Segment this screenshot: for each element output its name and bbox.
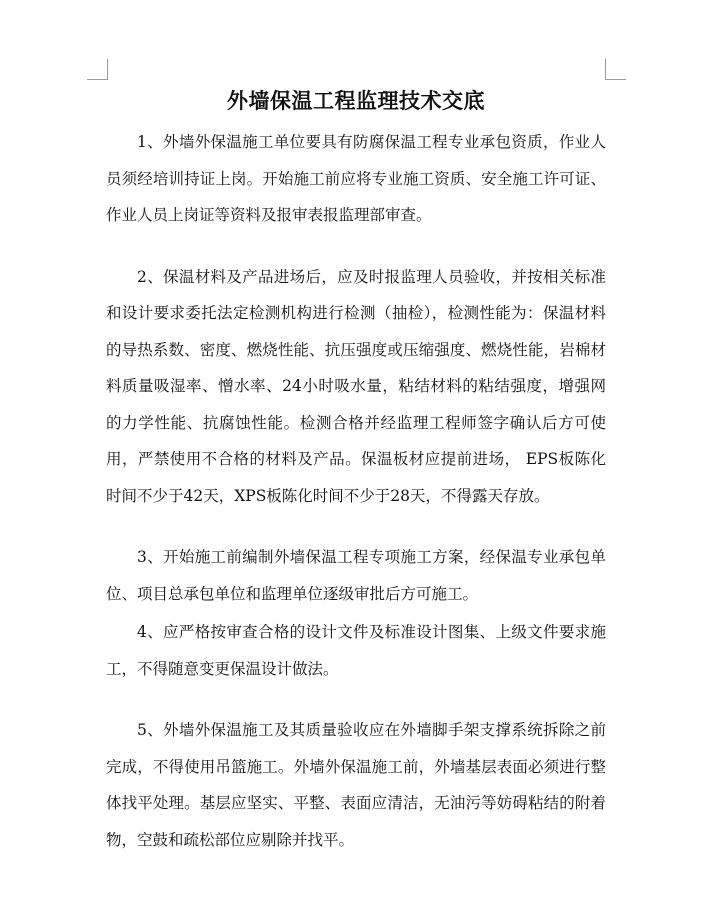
paragraph-5: 5、外墙外保温施工及其质量验收应在外墙脚手架支撑系统拆除之前完成，不得使用吊篮施工。外墙外保温施工前，外墙基层表面必须进行整体找平处理。基层应坚实、平整、表面应清洁，无油污等妨碍粘结的附着物，空鼓和疏松部位应剔除并找平。 bbox=[106, 721, 606, 849]
paragraph-2: 2、保温材料及产品进场后，应及时报监理人员验收，并按相关标准和设计要求委托法定检测机构进行检测（抽检），检测性能为：保温材料的导热系数、密度、燃烧性能、抗压强度或压缩强度、燃烧性能，岩棉材料质量吸湿率、憎水率、24小时吸水量，粘结材料的粘结强度，增强网的力学性能、抗腐蚀性能。检测合格并经监理工程师签字确认后方可使用，严禁使用不合格的材料及产品。保温板材应提前进场， EPS板陈化时间不少于42天，XPS板陈化时间不少于28天，不得露天存放。 bbox=[106, 267, 606, 505]
paragraph-3: 3、开始施工前编制外墙保温工程专项施工方案，经保温专业承包单位、项目总承包单位和监理单位逐级审批后方可施工。 bbox=[106, 548, 606, 603]
document-body bbox=[106, 124, 606, 858]
paragraph-4: 4、应严格按审查合格的设计文件及标准设计图集、上级文件要求施工，不得随意变更保温设计做法。 bbox=[106, 623, 606, 678]
paragraph-1: 1、外墙外保温施工单位要具有防腐保温工程专业承包资质，作业人员须经培训持证上岗。开始施工前应将专业施工资质、安全施工许可证、作业人员上岗证等资料及报审表报监理部审查。 bbox=[106, 133, 606, 224]
crop-mark-top-right bbox=[605, 59, 626, 80]
crop-mark-top-left bbox=[87, 59, 108, 80]
document-title: 外墙保温工程监理技术交底 bbox=[227, 88, 485, 113]
